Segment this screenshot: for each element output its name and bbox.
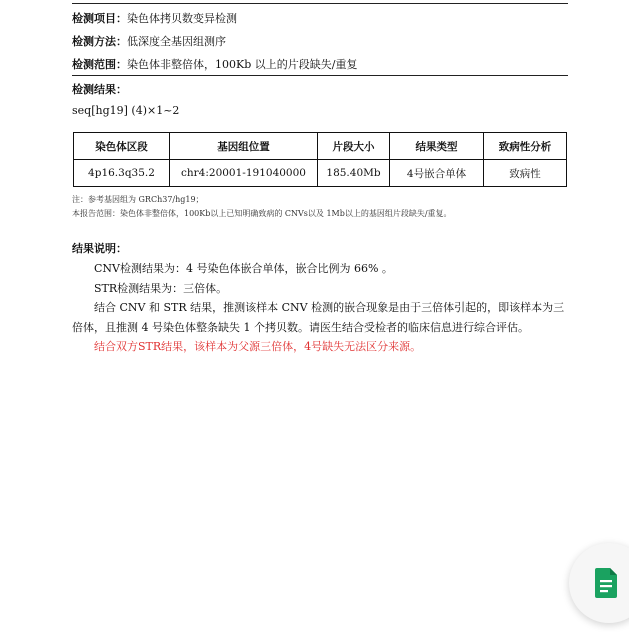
explanation-title: 结果说明： [72, 242, 127, 255]
col-header-region: 染色体区段 [74, 133, 170, 160]
str-result-text: STR检测结果为：三倍体。 [94, 281, 228, 295]
explanation-body [72, 259, 568, 357]
col-header-position: 基因组位置 [170, 133, 318, 160]
test-item-value: 染色体拷贝数变异检测 [127, 12, 237, 25]
top-divider [72, 3, 568, 4]
section-divider [72, 75, 568, 76]
cell-size: 185.40Mb [318, 160, 390, 187]
floating-action-button[interactable] [569, 543, 629, 623]
karyotype-notation: seq[hg19] (4)×1~2 [72, 104, 180, 117]
cnv-result-text: CNV检测结果为：4 号染色体嵌合单体，嵌合比例为 66% 。 [94, 262, 393, 275]
test-scope-row [72, 56, 357, 72]
reference-note: 注：参考基因组为 GRCh37/hg19； [72, 195, 204, 204]
test-scope-value: 染色体非整倍体，100Kb 以上的片段缺失/重复 [127, 58, 358, 71]
col-header-size: 片段大小 [318, 133, 390, 160]
test-method-value: 低深度全基因组测序 [127, 35, 226, 48]
test-item-label: 检测项目： [72, 12, 127, 25]
table-header-row [74, 133, 567, 160]
test-method-label: 检测方法： [72, 35, 127, 48]
parental-origin-text: 结合双方STR结果，该样本为父源三倍体，4号缺失无法区分来源。 [94, 340, 422, 353]
cell-position: chr4:20001-191040000 [170, 160, 318, 187]
table-row [74, 160, 567, 187]
scope-note: 本报告范围：染色体非整倍体，100Kb以上已知明确致病的 CNVs以及 1Mb以上的基因组片段缺失/重复。 [72, 209, 452, 218]
result-table [73, 132, 567, 187]
cell-type: 4号嵌合单体 [390, 160, 484, 187]
test-scope-label: 检测范围： [72, 58, 127, 71]
interpretation-text: 结合 CNV 和 STR 结果，推测该样本 CNV 检测的嵌合现象是由于三倍体引起的，即该样本为三倍体，且推测 4 号染色体整条缺失 1 个拷贝数。请医生结合受检者的临床信息进行综合评估。 [72, 301, 565, 334]
col-header-pathogenicity: 致病性分析 [484, 133, 567, 160]
result-title: 检测结果： [72, 83, 127, 96]
cell-region: 4p16.3q35.2 [74, 160, 170, 187]
test-item-row [72, 10, 237, 26]
test-method-row [72, 33, 226, 49]
col-header-type: 结果类型 [390, 133, 484, 160]
document-icon [595, 568, 617, 602]
cell-pathogenicity: 致病性 [484, 160, 567, 187]
